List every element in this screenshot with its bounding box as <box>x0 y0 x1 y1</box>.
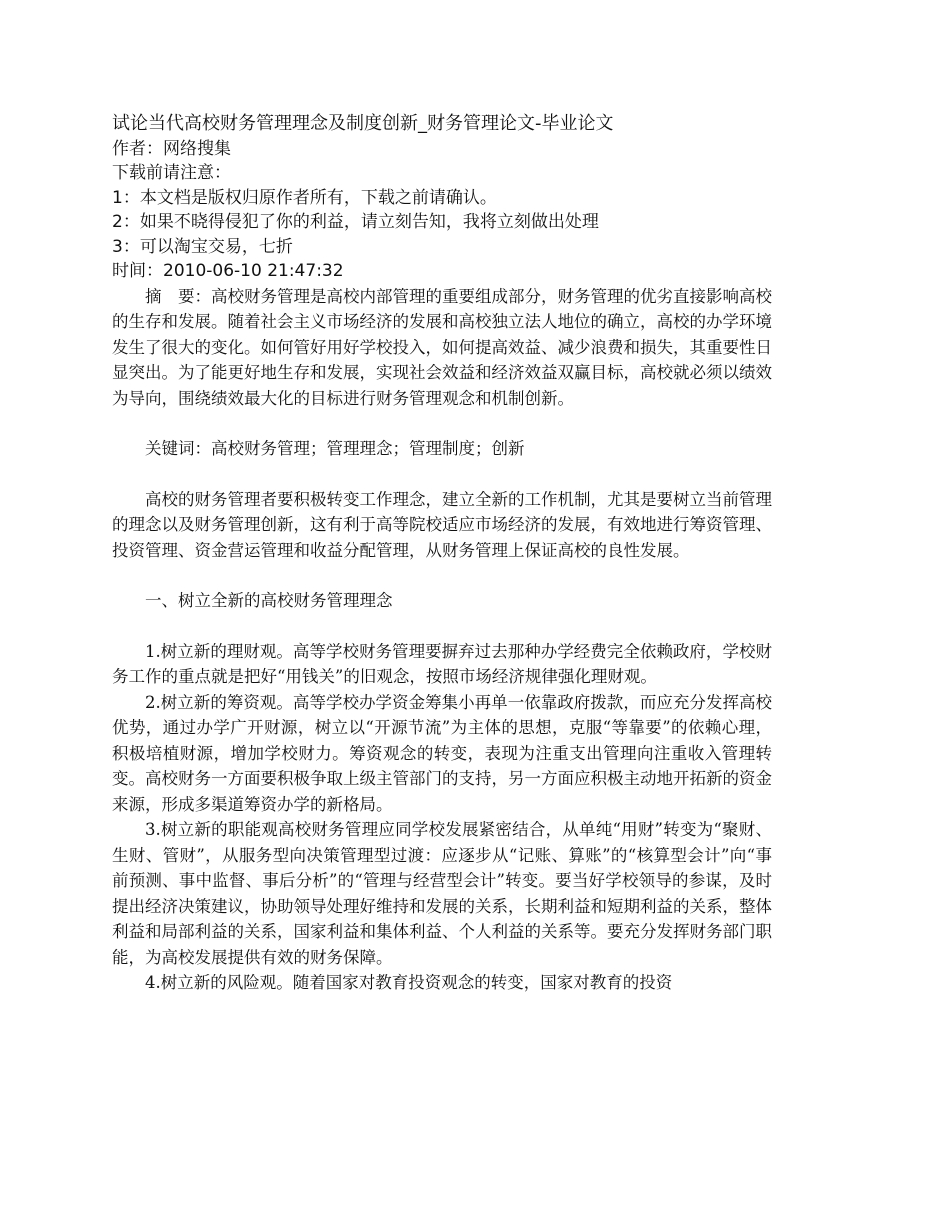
keywords-paragraph: 关键词：高校财务管理；管理理念；管理制度；创新 <box>145 439 525 458</box>
document-title: 试论当代高校财务管理理念及制度创新_财务管理论文-毕业论文 <box>112 113 614 134</box>
notice-heading: 下载前请注意： <box>112 163 231 183</box>
abstract-paragraph: 摘 要：高校财务管理是高校内部管理的重要组成部分，财务管理的优劣直接影响高校的生存和发展。随着社会主义市场经济的发展和高校独立法人地位的确立，高校的办学环境发生了很大的变化。如何管好用好学校投入，如何提高效益、减少浪费和损失，其重要性日显突出。为了能更好地生存和发展，实现社会效益和经济效益双赢目标，高校就必须以绩效为导向，围绕绩效最大化的目标进行财务管理观念和机制创新。 <box>112 286 772 408</box>
timestamp-line: 时间：2010-06-10 21:47:32 <box>112 261 344 281</box>
notice-item-2: 2：如果不晓得侵犯了你的利益，请立刻告知，我将立刻做出处理 <box>112 212 599 232</box>
point-1-paragraph: 1.树立新的理财观。高等学校财务管理要摒弃过去那种办学经费完全依赖政府，学校财务工作的重点就是把好“用钱关”的旧观念，按照市场经济规律强化理财观。 <box>112 641 772 686</box>
point-4-paragraph: 4.树立新的风险观。随着国家对教育投资观念的转变，国家对教育的投资 <box>145 973 673 992</box>
section-heading: 一、树立全新的高校财务管理理念 <box>145 591 393 610</box>
point-2-paragraph: 2.树立新的筹资观。高等学校办学资金筹集小再单一依靠政府拨款，而应充分发挥高校优势，通过办学广开财源，树立以“开源节流”为主体的思想，克服“等靠要”的依赖心理，积极培植财源，增加学校财力。筹资观念的转变，表现为注重支出管理向注重收入管理转变。高校财务一方面要积极争取上级主管部门的支持，另一方面应积极主动地开拓新的资金来源，形成多渠道筹资办学的新格局。 <box>112 692 772 814</box>
intro-paragraph: 高校的财务管理者要积极转变工作理念，建立全新的工作机制，尤其是要树立当前管理的理念以及财务管理创新，这有利于高等院校适应市场经济的发展，有效地进行筹资管理、投资管理、资金营运管理和收益分配管理，从财务管理上保证高校的良性发展。 <box>112 489 772 560</box>
author-line: 作者：网络搜集 <box>112 138 231 159</box>
spacer <box>112 563 772 588</box>
notice-item-3: 3：可以淘宝交易，七折 <box>112 236 293 257</box>
notice-item-1: 1：本文档是版权归原作者所有，下载之前请确认。 <box>112 187 497 208</box>
spacer <box>112 411 772 436</box>
spacer <box>112 614 772 639</box>
document-page <box>112 112 772 996</box>
spacer <box>112 462 772 487</box>
point-3-paragraph: 3.树立新的职能观高校财务管理应同学校发展紧密结合，从单纯“用财”转变为“聚财、生财、管财”，从服务型向决策管理型过渡：应逐步从“记账、算账”的“核算型会计”向“事前预测、事中监督、事后分析”的“管理与经营型会计”转变。要当好学校领导的参谋，及时提出经济决策建议，协助领导处理好维持和发展的关系，长期利益和短期利益的关系，整体利益和局部利益的关系，国家利益和集体利益、个人利益的关系等。要充分发挥财务部门职能，为高校发展提供有效的财务保障。 <box>112 820 772 967</box>
